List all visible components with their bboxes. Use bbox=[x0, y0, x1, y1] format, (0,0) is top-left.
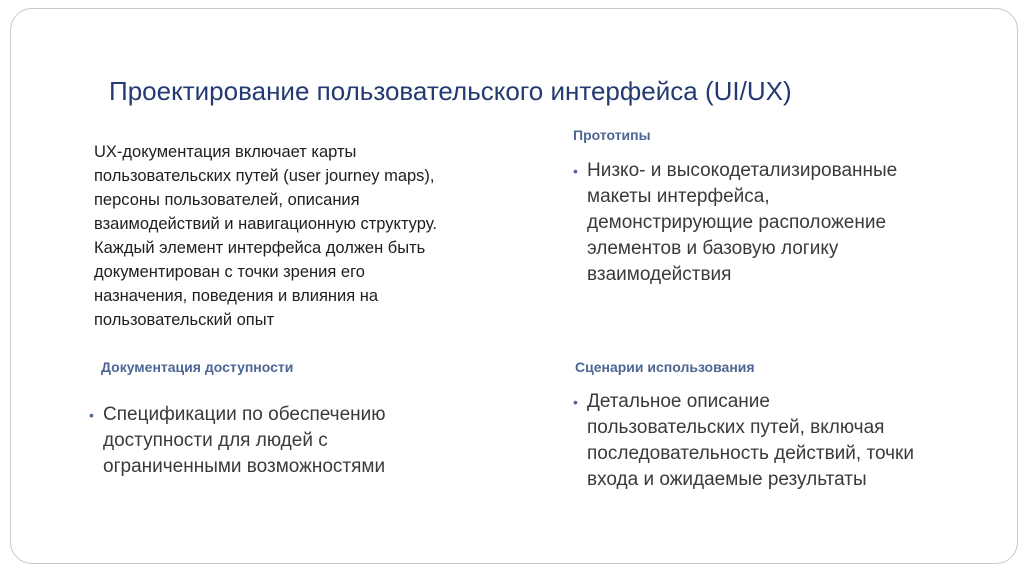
intro-line: назначения, поведения и влияния на bbox=[94, 287, 379, 305]
bullet-marker: • bbox=[89, 407, 94, 423]
bullet-line: Детальное описание bbox=[587, 391, 770, 412]
scenarios-bullet bbox=[573, 389, 983, 493]
intro-line: UX-документация включает карты bbox=[94, 143, 357, 161]
intro-line: взаимодействий и навигационную структуру. bbox=[94, 215, 437, 233]
prototypes-bullet bbox=[573, 158, 973, 288]
bullet-line: демонстрирующие расположение bbox=[587, 212, 887, 233]
bullet-line: входа и ожидаемые результаты bbox=[587, 469, 867, 490]
bullet-line: пользовательских путей, включая bbox=[587, 417, 885, 438]
bullet-marker: • bbox=[573, 163, 578, 179]
intro-paragraph bbox=[94, 140, 514, 332]
accessibility-bullet bbox=[89, 402, 469, 480]
bullet-line: Спецификации по обеспечению bbox=[103, 404, 386, 425]
bullet-marker: • bbox=[573, 394, 578, 410]
scenarios-heading: Сценарии использования bbox=[575, 359, 755, 375]
intro-line: Каждый элемент интерфейса должен быть bbox=[94, 239, 426, 257]
intro-line: документирован с точки зрения его bbox=[94, 263, 365, 281]
intro-line: пользовательский опыт bbox=[94, 311, 275, 329]
accessibility-heading: Документация доступности bbox=[101, 359, 294, 375]
intro-line: пользовательских путей (user journey maps), bbox=[94, 167, 435, 185]
intro-line: персоны пользователей, описания bbox=[94, 191, 360, 209]
bullet-line: ограниченными возможностями bbox=[103, 456, 386, 477]
bullet-line: взаимодействия bbox=[587, 264, 732, 285]
slide-title: Проектирование пользовательского интерфейса (UI/UX) bbox=[109, 76, 792, 106]
bullet-line: доступности для людей с bbox=[103, 430, 328, 451]
prototypes-heading: Прототипы bbox=[573, 127, 651, 143]
bullet-line: последовательность действий, точки bbox=[587, 443, 914, 464]
bullet-line: элементов и базовую логику bbox=[587, 238, 839, 259]
bullet-line: Низко- и высокодетализированные bbox=[587, 160, 898, 181]
bullet-line: макеты интерфейса, bbox=[587, 186, 770, 207]
